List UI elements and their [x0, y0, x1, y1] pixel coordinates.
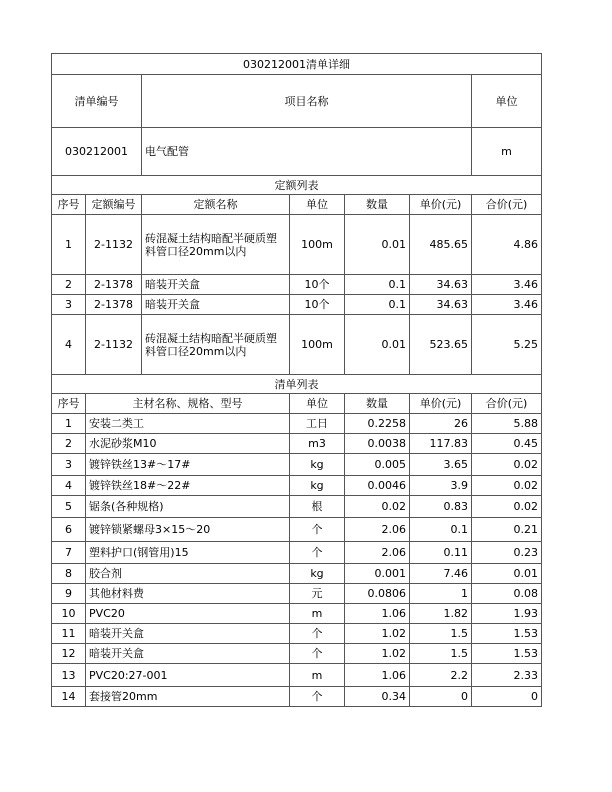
quota-total: 3.46: [472, 275, 542, 295]
quota-unit: 100m: [290, 215, 345, 275]
material-name: 塑料护口(钢管用)15: [86, 542, 290, 564]
quota-header-row: [52, 195, 542, 215]
material-qty: 0.001: [345, 564, 410, 584]
material-qty: 0.34: [345, 687, 410, 707]
quota-price: 34.63: [410, 295, 472, 315]
quota-row: [52, 215, 542, 275]
quota-qty: 0.01: [345, 215, 410, 275]
material-unit: 个: [290, 644, 345, 664]
material-total: 2.33: [472, 664, 542, 687]
material-no: 5: [52, 496, 86, 518]
material-price: 2.2: [410, 664, 472, 687]
material-price: 1: [410, 584, 472, 604]
item-name: 电气配管: [142, 128, 472, 176]
material-name: PVC20:27-001: [86, 664, 290, 687]
material-total: 0.02: [472, 476, 542, 496]
material-total: 0.23: [472, 542, 542, 564]
material-unit: 个: [290, 518, 345, 542]
material-total: 1.53: [472, 644, 542, 664]
quota-no: 4: [52, 315, 86, 375]
materials-section-title: 清单列表: [52, 375, 542, 394]
material-row: [52, 454, 542, 476]
material-name: 胶合剂: [86, 564, 290, 584]
material-unit: kg: [290, 476, 345, 496]
quota-unit: 10个: [290, 275, 345, 295]
item-unit: m: [472, 128, 542, 176]
quota-column-header: 序号: [52, 195, 86, 215]
quota-qty: 0.1: [345, 275, 410, 295]
material-name: 镀锌铁丝18#～22#: [86, 476, 290, 496]
material-row: [52, 584, 542, 604]
code-label: 清单编号: [52, 75, 142, 128]
material-row: [52, 434, 542, 454]
item-row: [52, 128, 542, 176]
material-unit: m: [290, 664, 345, 687]
quota-name: 暗装开关盒: [142, 275, 290, 295]
material-name: PVC20: [86, 604, 290, 624]
material-no: 6: [52, 518, 86, 542]
material-qty: 0.0046: [345, 476, 410, 496]
materials-column-header: 主材名称、规格、型号: [86, 394, 290, 414]
quota-total: 4.86: [472, 215, 542, 275]
material-row: [52, 542, 542, 564]
material-name: 其他材料费: [86, 584, 290, 604]
material-name: 镀锌锁紧螺母3×15～20: [86, 518, 290, 542]
quota-total: 3.46: [472, 295, 542, 315]
material-qty: 0.0806: [345, 584, 410, 604]
quota-row: [52, 275, 542, 295]
quota-row: [52, 295, 542, 315]
material-price: 1.5: [410, 644, 472, 664]
material-price: 1.82: [410, 604, 472, 624]
material-row: [52, 687, 542, 707]
quota-price: 523.65: [410, 315, 472, 375]
material-qty: 0.2258: [345, 414, 410, 434]
material-row: [52, 518, 542, 542]
material-no: 2: [52, 434, 86, 454]
material-name: 暗装开关盒: [86, 624, 290, 644]
material-price: 0.1: [410, 518, 472, 542]
quota-code: 2-1132: [86, 215, 142, 275]
material-qty: 2.06: [345, 542, 410, 564]
material-price: 117.83: [410, 434, 472, 454]
material-row: [52, 664, 542, 687]
item-code: 030212001: [52, 128, 142, 176]
unit-label: 单位: [472, 75, 542, 128]
material-no: 7: [52, 542, 86, 564]
material-unit: kg: [290, 564, 345, 584]
name-label: 项目名称: [142, 75, 472, 128]
quota-name: 暗装开关盒: [142, 295, 290, 315]
material-unit: 元: [290, 584, 345, 604]
material-name: 套接管20mm: [86, 687, 290, 707]
sheet-title: 030212001清单详细: [52, 54, 542, 75]
item-header-row: [52, 75, 542, 128]
materials-column-header: 单价(元): [410, 394, 472, 414]
quota-name: 砖混凝土结构暗配半硬质塑料管口径20mm以内: [142, 315, 290, 375]
material-unit: m: [290, 604, 345, 624]
material-row: [52, 564, 542, 584]
material-total: 1.53: [472, 624, 542, 644]
material-name: 镀锌铁丝13#～17#: [86, 454, 290, 476]
quota-code: 2-1132: [86, 315, 142, 375]
material-name: 安装二类工: [86, 414, 290, 434]
material-row: [52, 624, 542, 644]
material-total: 0.08: [472, 584, 542, 604]
materials-header-row: [52, 394, 542, 414]
material-unit: 个: [290, 542, 345, 564]
quota-name: 砖混凝土结构暗配半硬质塑料管口径20mm以内: [142, 215, 290, 275]
quota-section-title: 定额列表: [52, 176, 542, 195]
material-unit: 个: [290, 624, 345, 644]
quota-column-header: 定额编号: [86, 195, 142, 215]
material-total: 1.93: [472, 604, 542, 624]
material-price: 0.11: [410, 542, 472, 564]
material-no: 1: [52, 414, 86, 434]
material-unit: 根: [290, 496, 345, 518]
material-total: 5.88: [472, 414, 542, 434]
material-name: 水泥砂浆M10: [86, 434, 290, 454]
materials-column-header: 合价(元): [472, 394, 542, 414]
materials-column-header: 序号: [52, 394, 86, 414]
quota-no: 3: [52, 295, 86, 315]
quota-no: 2: [52, 275, 86, 295]
quota-qty: 0.01: [345, 315, 410, 375]
quota-code: 2-1378: [86, 295, 142, 315]
material-name: 锯条(各种规格): [86, 496, 290, 518]
material-price: 3.65: [410, 454, 472, 476]
quota-unit: 10个: [290, 295, 345, 315]
material-qty: 0.0038: [345, 434, 410, 454]
materials-section-row: [52, 375, 542, 394]
material-unit: 工日: [290, 414, 345, 434]
quota-column-header: 合价(元): [472, 195, 542, 215]
material-price: 26: [410, 414, 472, 434]
material-no: 13: [52, 664, 86, 687]
quota-section-row: [52, 176, 542, 195]
quota-column-header: 数量: [345, 195, 410, 215]
material-qty: 1.02: [345, 624, 410, 644]
material-no: 3: [52, 454, 86, 476]
material-unit: 个: [290, 687, 345, 707]
material-total: 0: [472, 687, 542, 707]
material-no: 12: [52, 644, 86, 664]
material-price: 0: [410, 687, 472, 707]
material-qty: 2.06: [345, 518, 410, 542]
bill-detail-table: [51, 53, 542, 707]
material-no: 9: [52, 584, 86, 604]
title-row: [52, 54, 542, 75]
material-no: 14: [52, 687, 86, 707]
quota-price: 34.63: [410, 275, 472, 295]
materials-column-header: 数量: [345, 394, 410, 414]
material-no: 10: [52, 604, 86, 624]
material-row: [52, 476, 542, 496]
quota-no: 1: [52, 215, 86, 275]
material-price: 0.83: [410, 496, 472, 518]
quota-qty: 0.1: [345, 295, 410, 315]
material-row: [52, 644, 542, 664]
material-price: 3.9: [410, 476, 472, 496]
material-total: 0.02: [472, 496, 542, 518]
material-total: 0.02: [472, 454, 542, 476]
material-name: 暗装开关盒: [86, 644, 290, 664]
material-row: [52, 496, 542, 518]
material-unit: m3: [290, 434, 345, 454]
material-qty: 0.02: [345, 496, 410, 518]
quota-column-header: 单位: [290, 195, 345, 215]
material-no: 8: [52, 564, 86, 584]
material-total: 0.21: [472, 518, 542, 542]
quota-column-header: 单价(元): [410, 195, 472, 215]
material-row: [52, 414, 542, 434]
material-qty: 1.02: [345, 644, 410, 664]
quota-column-header: 定额名称: [142, 195, 290, 215]
material-qty: 1.06: [345, 664, 410, 687]
quota-row: [52, 315, 542, 375]
material-total: 0.45: [472, 434, 542, 454]
materials-column-header: 单位: [290, 394, 345, 414]
quota-total: 5.25: [472, 315, 542, 375]
material-row: [52, 604, 542, 624]
quota-price: 485.65: [410, 215, 472, 275]
quota-code: 2-1378: [86, 275, 142, 295]
material-price: 7.46: [410, 564, 472, 584]
quota-unit: 100m: [290, 315, 345, 375]
material-unit: kg: [290, 454, 345, 476]
material-no: 4: [52, 476, 86, 496]
material-total: 0.01: [472, 564, 542, 584]
material-no: 11: [52, 624, 86, 644]
material-qty: 1.06: [345, 604, 410, 624]
material-price: 1.5: [410, 624, 472, 644]
material-qty: 0.005: [345, 454, 410, 476]
